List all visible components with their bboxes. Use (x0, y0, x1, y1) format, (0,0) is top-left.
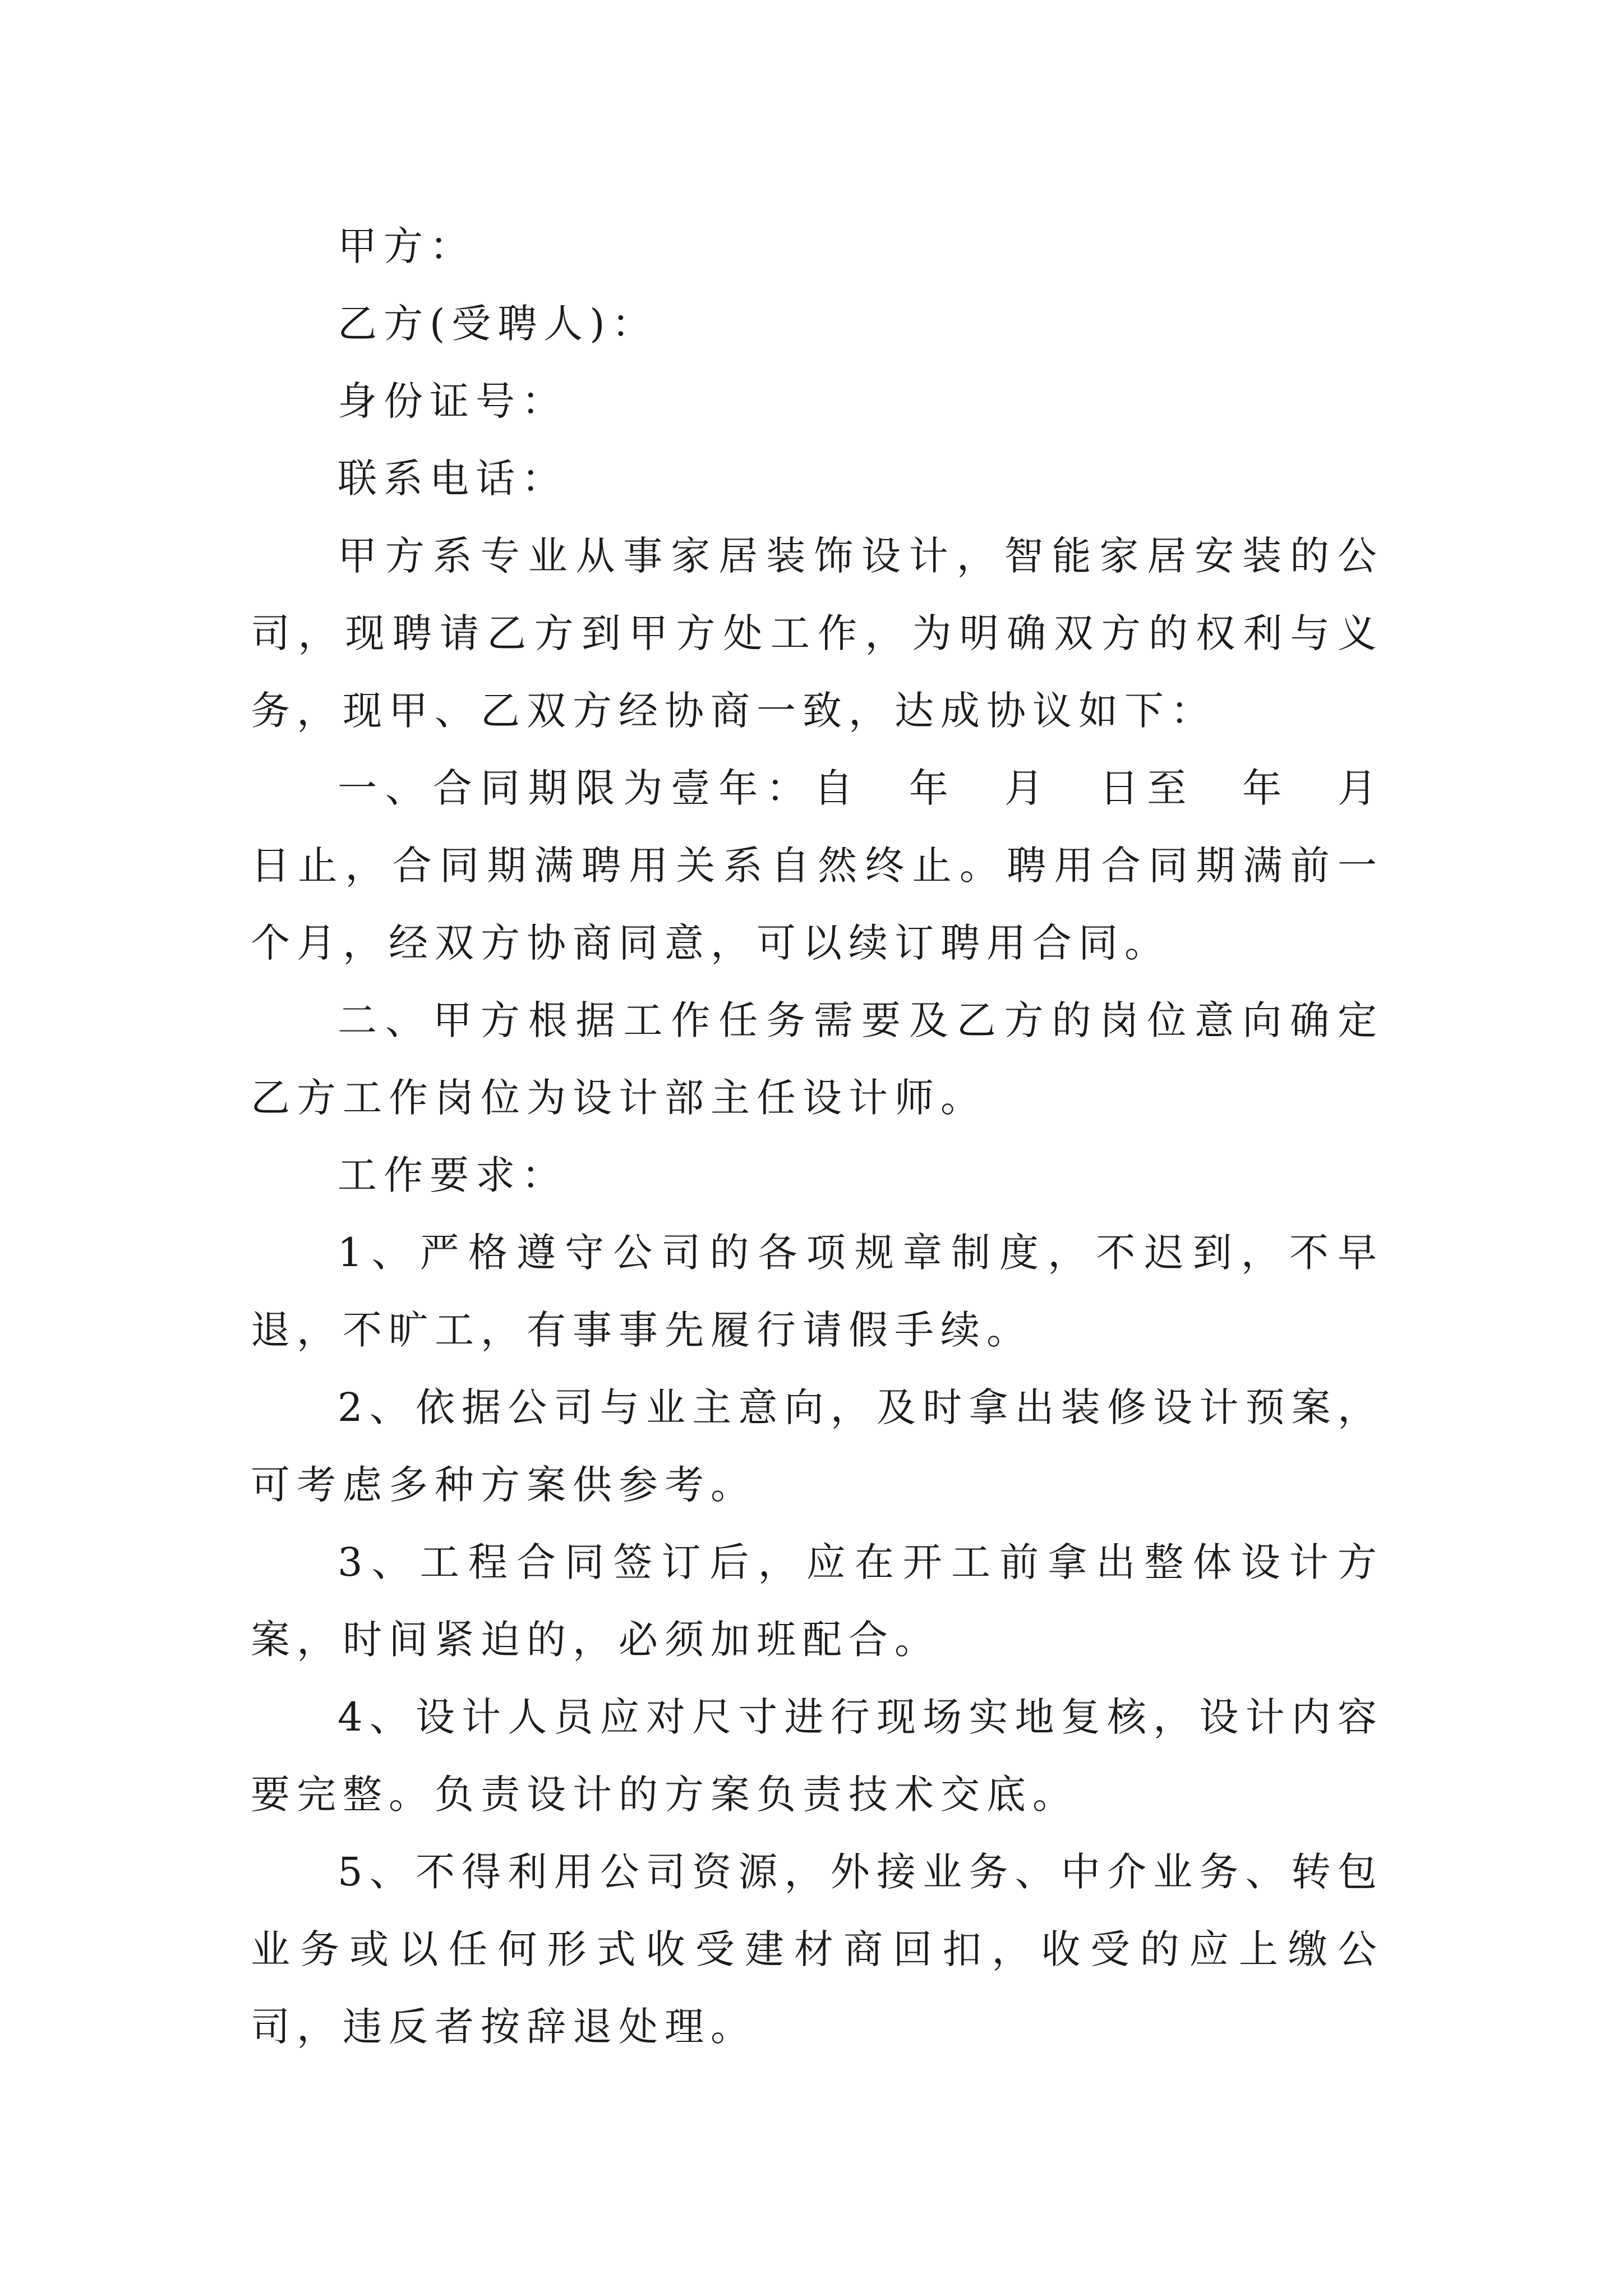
clause-position: 二、甲方根据工作任务需要及乙方的岗位意向确定乙方工作岗位为设计部主任设计师。 (251, 997, 1384, 1121)
requirement-item: 4、设计人员应对尺寸进行现场实地复核，设计内容要完整。负责设计的方案负责技术交底。 (251, 1694, 1384, 1818)
requirements-heading: 工作要求： (338, 1152, 568, 1198)
requirement-item: 1、严格遵守公司的各项规章制度，不迟到，不早退，不旷工，有事事先履行请假手续。 (251, 1230, 1384, 1353)
party-a-field: 甲方： (338, 223, 476, 269)
requirement-item: 3、工程合同签订后，应在开工前拿出整体设计方案，时间紧迫的，必须加班配合。 (251, 1539, 1384, 1663)
id-number-field: 身份证号： (338, 378, 568, 424)
party-b-field: 乙方(受聘人)： (338, 301, 658, 347)
clause-term: 一、合同期限为壹年：自 年 月 日至 年 月 日止，合同期满聘用关系自然终止。聘用合同期满前一个月，经双方协商同意，可以续订聘用合同。 (251, 765, 1430, 966)
document-body (251, 208, 1430, 2065)
requirement-item: 2、依据公司与业主意向，及时拿出装修设计预案，可考虑多种方案供参考。 (251, 1384, 1384, 1508)
phone-field: 联系电话： (338, 455, 568, 501)
intro-paragraph: 甲方系专业从事家居装饰设计，智能家居安装的公司，现聘请乙方到甲方处工作，为明确双方的权利与义务，现甲、乙双方经协商一致，达成协议如下： (251, 533, 1384, 734)
requirement-item: 5、不得利用公司资源，外接业务、中介业务、转包业务或以任何形式收受建材商回扣，收受的应上缴公司，违反者按辞退处理。 (251, 1849, 1384, 2050)
